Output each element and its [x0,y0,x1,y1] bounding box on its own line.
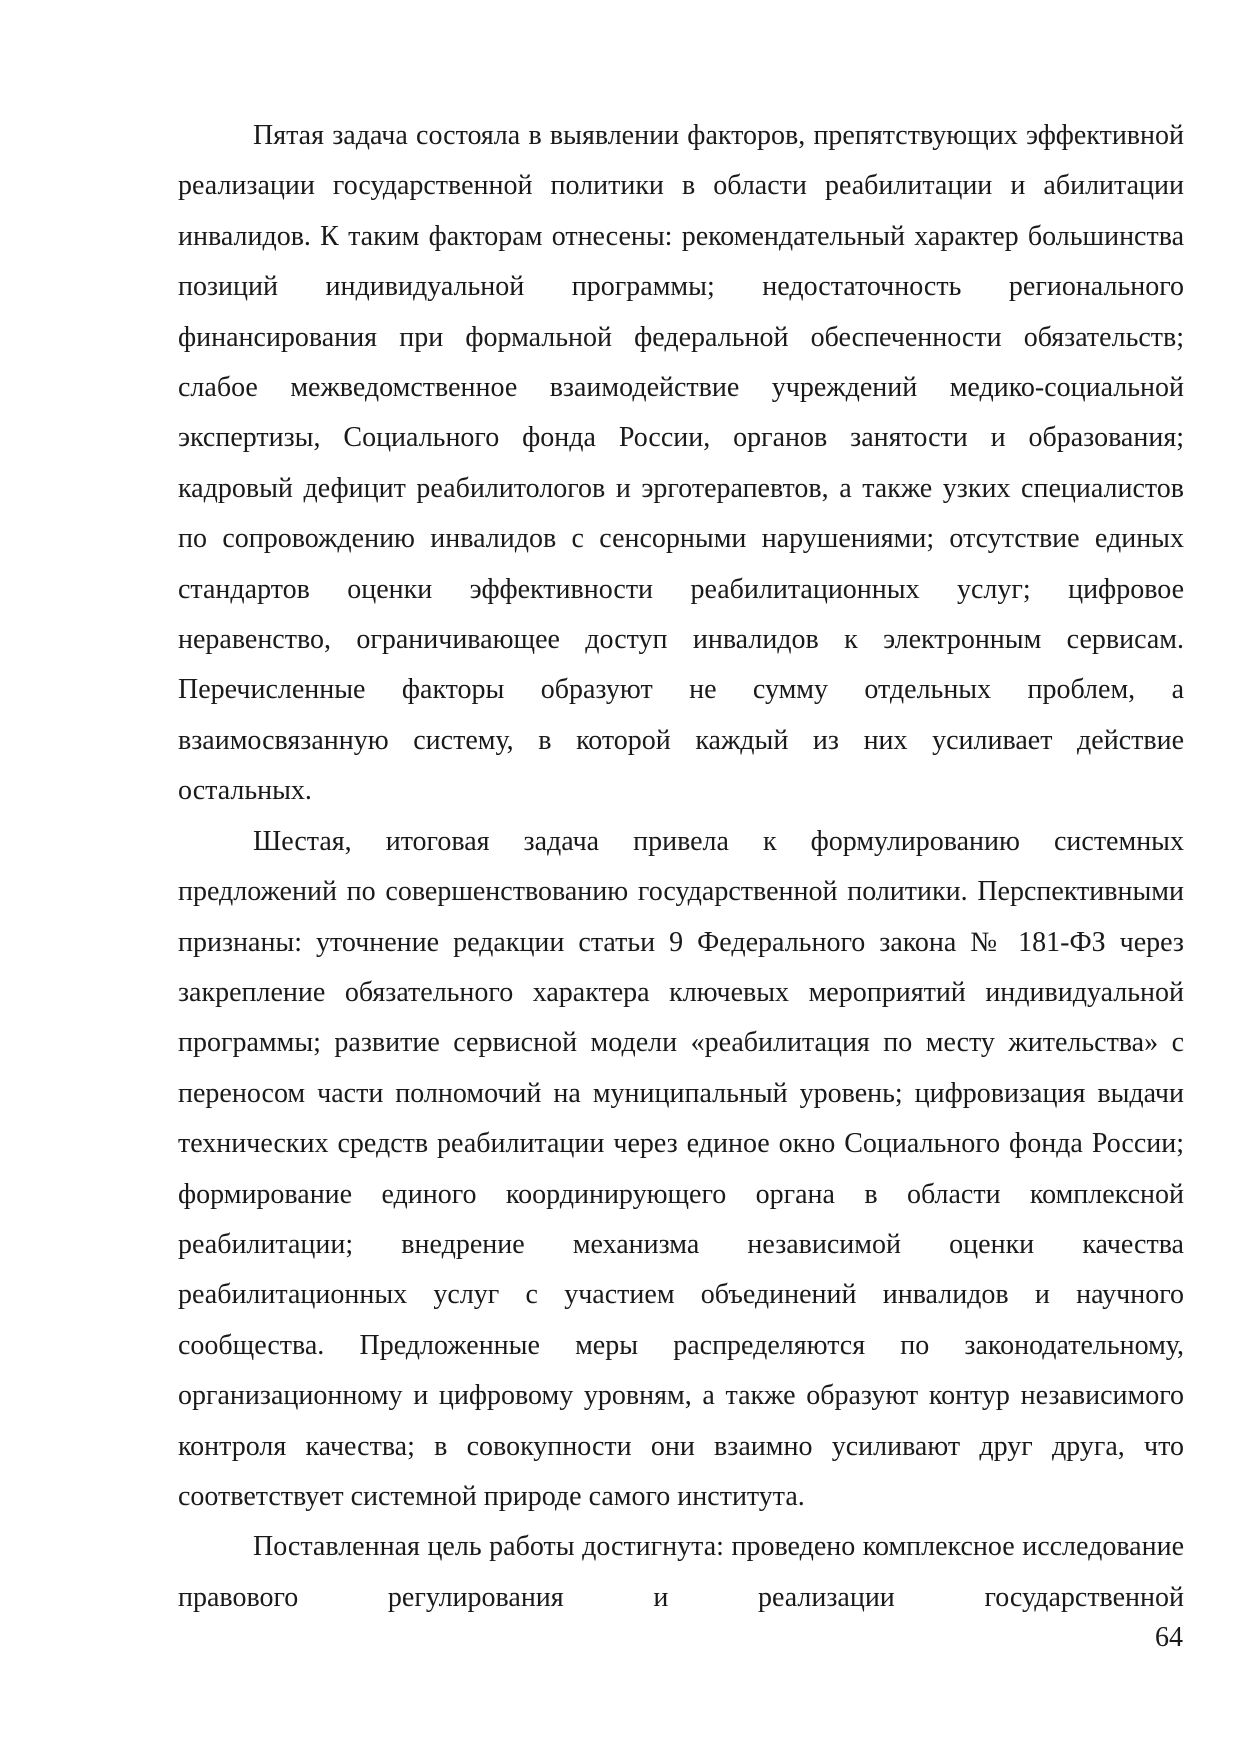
document-body [178,111,1184,1623]
paragraph-sixth-task: Шестая, итоговая задача привела к формулированию системных предложений по совершенствованию государственной политики. Перспективными признаны: уточнение редакции статьи 9 Федерального закона № 181-ФЗ через закрепление обязательного характера ключевых мероприятий индивидуальной программы; развитие сервисной модели «реабилитация по месту жительства» с переносом части полномочий на муниципальный уровень; цифровизация выдачи технических средств реабилитации через единое окно Социального фонда России; формирование единого координирующего органа в области комплексной реабилитации; внедрение механизма независимой оценки качества реабилитационных услуг с участием объединений инвалидов и научного сообщества. Предложенные меры распределяются по законодательному, организационному и цифровому уровням, а также образуют контур независимого контроля качества; в совокупности они взаимно усиливают друг друга, что соответствует системной природе самого института. [178,825,1184,1512]
paragraph-goal-achieved: Поставленная цель работы достигнута: проведено комплексное исследование правового регулирования и реализации государственной [178,1531,1184,1613]
paragraph-fifth-task: Пятая задача состояла в выявлении факторов, препятствующих эффективной реализации государственной политики в области реабилитации и абилитации инвалидов. К таким факторам отнесены: рекомендательный характер большинства позиций индивидуальной программы; недостаточность регионального финансирования при формальной федеральной обеспеченности обязательств; слабое межведомственное взаимодействие учреждений медико-социальной экспертизы, Социального фонда России, органов занятости и образования; кадровый дефицит реабилитологов и эрготерапевтов, а также узких специалистов по сопровождению инвалидов с сенсорными нарушениями; отсутствие единых стандартов оценки эффективности реабилитационных услуг; цифровое неравенство, ограничивающее доступ инвалидов к электронным сервисам. Перечисленные факторы образуют не сумму отдельных проблем, а взаимосвязанную систему, в которой каждый из них усиливает действие остальных. [178,120,1184,807]
page-number: 64 [1155,1622,1183,1653]
